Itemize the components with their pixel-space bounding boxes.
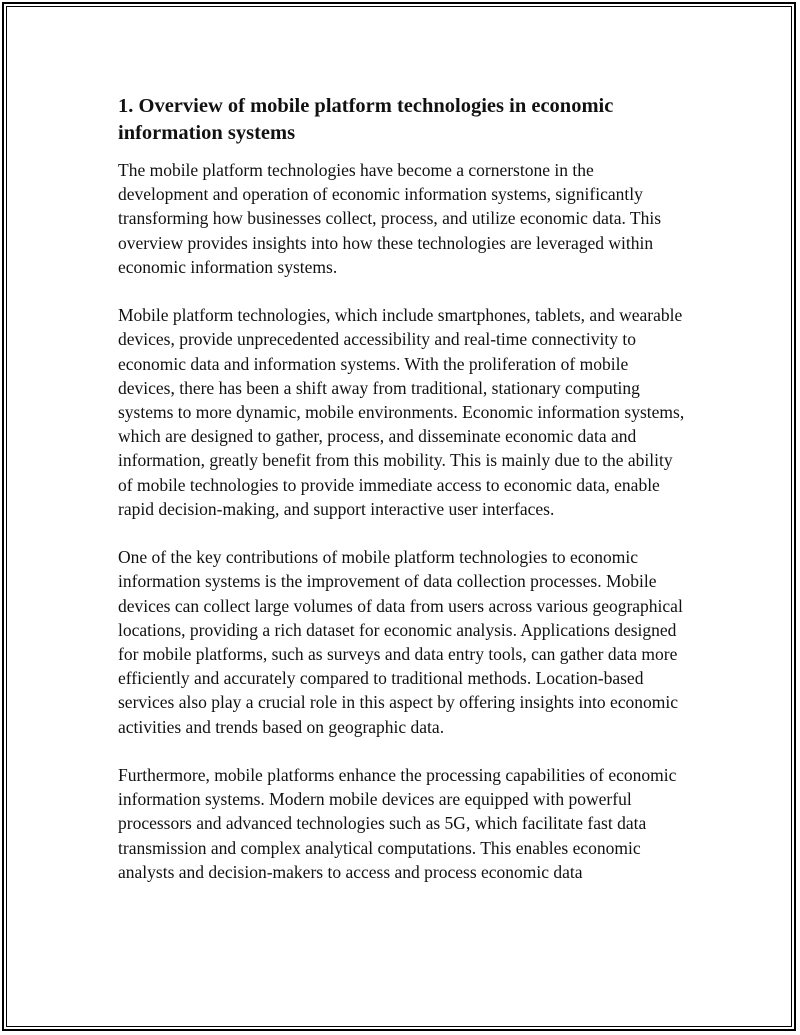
section-heading: 1. Overview of mobile platform technologies in economic information systems <box>118 95 614 144</box>
paragraph-2: Mobile platform technologies, which include smartphones, tablets, and wearable devices, provide unprecedented accessibility and real-time connectivity to economic data and information systems. With the proliferation of mobile devices, there has been a shift away from traditional, stationary computing systems to more dynamic, mobile environments. Economic information systems, which are designed to gather, process, and disseminate economic data and information, greatly benefit from this mobility. This is mainly due to the ability of mobile technologies to provide immediate access to economic data, enable rapid decision-making, and support interactive user interfaces. <box>118 305 685 519</box>
paragraph-4: Furthermore, mobile platforms enhance the processing capabilities of economic information systems. Modern mobile devices are equipped with powerful processors and advanced technologies such as 5G, which facilitate fast data transmission and complex analytical computations. This enables economic analysts and decision-makers to access and process economic data <box>118 765 677 882</box>
paragraph-3: One of the key contributions of mobile platform technologies to economic information systems is the improvement of data collection processes. Mobile devices can collect large volumes of data from users across various geographical locations, providing a rich dataset for economic analysis. Applications designed for mobile platforms, such as surveys and data entry tools, can gather data more efficiently and accurately compared to traditional methods. Location-based services also play a crucial role in this aspect by offering insights into economic activities and trends based on geographic data. <box>118 547 683 737</box>
paragraph-1: The mobile platform technologies have become a cornerstone in the development and operation of economic information systems, significantly transforming how businesses collect, process, and utilize economic data. This overview provides insights into how these technologies are leveraged within economic information systems. <box>118 160 662 277</box>
document-body <box>118 93 688 908</box>
